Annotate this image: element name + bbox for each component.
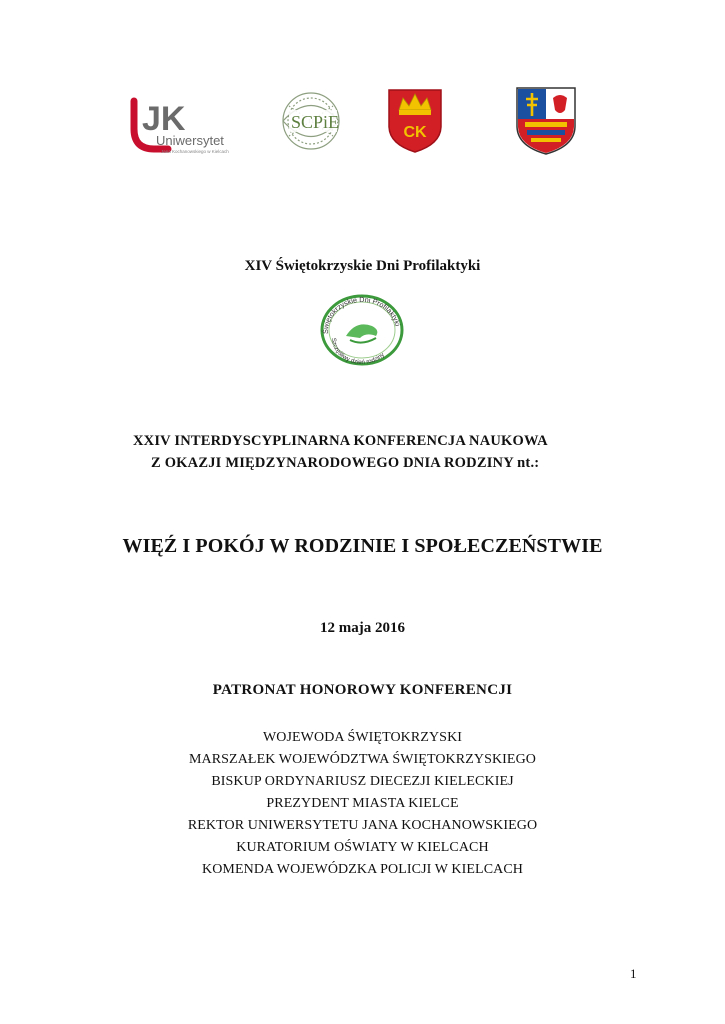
svg-text:JK: JK bbox=[142, 100, 186, 138]
patron-item: MARSZAŁEK WOJEWÓDZTWA ŚWIĘTOKRZYSKIEGO bbox=[188, 752, 537, 767]
svg-text:SCPiE: SCPiE bbox=[291, 112, 340, 132]
svg-text:CK: CK bbox=[403, 124, 427, 141]
conference-main-title: WIĘŹ I POKÓJ W RODZINIE I SPOŁECZEŃSTWIE bbox=[122, 535, 603, 557]
conference-date: 12 maja 2016 bbox=[320, 620, 405, 636]
prevention-days-logo bbox=[316, 290, 408, 368]
scpie-logo bbox=[263, 88, 359, 154]
kielce-coat-of-arms bbox=[387, 88, 443, 154]
patron-item: KOMENDA WOJEWÓDZKA POLICJI W KIELCACH bbox=[201, 862, 524, 877]
patron-item: KURATORIUM OŚWIATY W KIELCACH bbox=[236, 840, 489, 855]
svg-text:Uniwersytet: Uniwersytet bbox=[156, 133, 224, 148]
patron-item: PREZYDENT MIASTA KIELCE bbox=[266, 796, 459, 811]
patron-item: BISKUP ORDYNARIUSZ DIECEZJI KIELECKIEJ bbox=[211, 774, 514, 789]
page-number: 1 bbox=[630, 966, 637, 981]
patron-item: WOJEWODA ŚWIĘTOKRZYSKI bbox=[262, 730, 463, 745]
conference-heading-line-1: XXIV INTERDYSCYPLINARNA KONFERENCJA NAUKOWA bbox=[133, 433, 548, 449]
ujk-university-logo bbox=[128, 97, 240, 157]
swietokrzyskie-region-coat-of-arms bbox=[515, 86, 577, 156]
patron-item: REKTOR UNIWERSYTETU JANA KOCHANOWSKIEGO bbox=[187, 818, 538, 833]
svg-text:Jana Kochanowskiego w Kielcach: Jana Kochanowskiego w Kielcach bbox=[161, 149, 229, 154]
conference-heading-line-2: Z OKAZJI MIĘDZYNARODOWEGO DNIA RODZINY nt.: bbox=[151, 455, 540, 471]
patronage-heading: PATRONAT HONOROWY KONFERENCJI bbox=[212, 682, 513, 698]
event-series-title: XIV Świętokrzyskie Dni Profilaktyki bbox=[244, 258, 481, 274]
prevention-days-arc-text: Świętokrzyskie Dni Profilaktyki bbox=[320, 294, 403, 335]
prevention-days-bottom-text: Szczęśliwy dzień rodziny bbox=[329, 337, 386, 367]
honorary-patrons-list bbox=[0, 727, 725, 881]
